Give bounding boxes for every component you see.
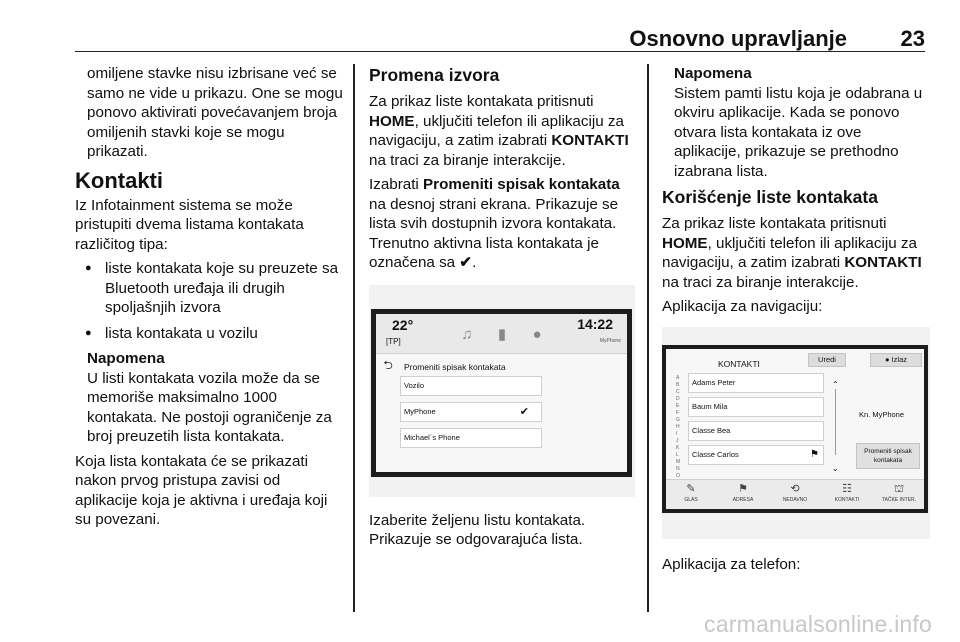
music-icon[interactable]: ♫ <box>461 325 473 343</box>
note-title: Napomena <box>87 350 165 367</box>
infotainment-screen <box>371 309 632 477</box>
voice-icon: ✎ <box>686 482 696 495</box>
text-run: , uključiti telefon ili aplikaciju za navigaciju, a zatim izabrati <box>662 234 917 271</box>
flag-icon: ⚑ <box>810 448 819 460</box>
list-item[interactable]: Vozilo <box>400 376 542 396</box>
text-run: . <box>472 254 477 271</box>
home-keyword: HOME <box>662 234 708 252</box>
clock: 14:22 <box>577 315 613 332</box>
kontakti-paragraph: Iz Infotainment sistema se može pristupiti dvema listama kontakata različitog tipa: <box>75 196 304 253</box>
info-icon[interactable]: ● <box>532 325 542 343</box>
alphabet-index[interactable]: A B C D E F G H I J K L M N O <box>676 374 681 479</box>
page-header <box>75 22 925 52</box>
contact-list-types <box>75 259 345 343</box>
kontakti-paragraph-2: Koja lista kontakata će se prikazati nakon prvog pristupa zavisi od aplikacije koja je aktivna i uređaja koji su povezani. <box>75 452 328 528</box>
page-number: 23 <box>900 26 925 51</box>
nav-label: GLAS <box>684 496 698 503</box>
scroll-up-icon[interactable]: ⌃ <box>832 379 839 389</box>
row-label: MyPhone <box>404 406 436 416</box>
list-item[interactable]: Michael´s Phone <box>400 428 542 448</box>
home-keyword: HOME <box>369 112 415 130</box>
promena-paragraph-2 <box>369 175 635 273</box>
text-run: Za prikaz liste kontakata pritisnuti <box>369 93 594 110</box>
back-icon[interactable]: ⮌ <box>383 357 393 372</box>
column-2 <box>369 64 635 555</box>
screen-title: Promeniti spisak kontakata <box>404 361 506 372</box>
phone-app-label: Aplikacija za telefon: <box>662 555 801 573</box>
nav-address[interactable] <box>718 482 768 504</box>
nav-recent[interactable] <box>770 482 820 504</box>
promena-paragraph-1 <box>369 92 635 170</box>
exit-icon: ● <box>884 354 892 364</box>
screenshot-contacts-navigation <box>662 327 930 539</box>
promeniti-keyword: Promeniti spisak kontakata <box>423 176 620 193</box>
exit-label: Izlaz <box>891 354 908 364</box>
kontakti-keyword: KONTAKTI <box>844 254 922 271</box>
note-text: U listi kontakata vozila može da se memoriše maksimalno 1000 kontakata. Ne postoji ograničenje za broj preuzetih lista kontakata. <box>87 369 332 445</box>
poi-icon: ⛫ <box>893 482 905 495</box>
list-item: ● liste kontakata koje su preuzete sa Bluetooth uređaja ili drugih spoljašnjih izvora <box>75 259 345 318</box>
note-block <box>662 64 930 181</box>
list-item[interactable] <box>400 402 542 422</box>
watermark: carmanualsonline.info <box>704 611 932 637</box>
recent-icon: ⟲ <box>790 482 800 495</box>
intro-paragraph: omiljene stavke nisu izbrisane već se samo ne vide u prikazu. One se mogu ponovo aktivirati povećavanjem broja omiljenih stavki koje se mogu prikazati. <box>87 65 343 160</box>
status-bar <box>376 314 627 354</box>
list-item: ● lista kontakata u vozilu <box>75 324 345 344</box>
text-run: na traci za biranje interakcije. <box>369 151 566 169</box>
note-text: Sistem pamti listu koja je odabrana u okviru aplikacije. Kada se ponovo otvara lista kontakata iz ove aplikacije, prikazuje se prethodno izabrana lista. <box>674 84 923 180</box>
list-item[interactable] <box>688 445 824 465</box>
row-label: Classe Carlos <box>692 449 739 459</box>
nav-label: NEDAVNO <box>782 496 808 503</box>
text-run: , uključiti telefon ili aplikaciju za navigaciju, a zatim izabrati <box>369 112 624 149</box>
column-3 <box>662 64 930 579</box>
exit-button[interactable] <box>870 353 922 367</box>
screenshot-change-source <box>369 285 635 497</box>
text-run: na traci za biranje interakcije. <box>662 273 859 291</box>
text-run: na desnoj strani ekrana. Prikazuje se lista svih dostupnih izvora kontakata. Trenutno aktivna lista kontakata je označena sa <box>369 195 619 271</box>
list-item[interactable]: Adams Peter <box>688 373 824 393</box>
nav-label: ADRESA <box>732 496 754 503</box>
scrollbar[interactable] <box>835 389 836 455</box>
kontakti-keyword: KONTAKTI <box>551 132 629 149</box>
contacts-icon: ☷ <box>842 482 852 495</box>
section-heading-koriscenje: Korišćenje liste kontakata <box>662 187 878 207</box>
navigation-app-label: Aplikacija za navigaciju: <box>662 298 823 315</box>
column-divider <box>647 64 649 612</box>
nav-contacts[interactable] <box>822 482 872 504</box>
contact-source-label: Kn. MyPhone <box>859 409 905 419</box>
temperature: 22° <box>392 316 414 333</box>
nav-voice[interactable] <box>666 482 716 504</box>
list-item[interactable]: Classe Bea <box>688 421 824 441</box>
koriscenje-paragraph <box>662 214 930 292</box>
section-heading-promena-izvora: Promena izvora <box>369 65 500 85</box>
column-divider <box>353 64 355 612</box>
text-run: Za prikaz liste kontakata pritisnuti <box>662 215 887 232</box>
list-item[interactable]: Baum Mila <box>688 397 824 417</box>
interaction-bar <box>666 479 924 509</box>
scroll-down-icon[interactable]: ⌄ <box>832 463 839 473</box>
header-title: Osnovno upravljanje <box>629 26 847 51</box>
section-heading-kontakti: Kontakti <box>75 167 163 193</box>
check-icon: ✔ <box>459 254 473 271</box>
note-title: Napomena <box>674 65 752 82</box>
phone-icon[interactable]: ▮ <box>497 325 507 343</box>
screen-title: KONTAKTI <box>718 358 760 369</box>
phone-status: MyPhone <box>599 337 621 344</box>
nav-label: KONTAKTI <box>834 496 860 503</box>
text-run: Izabrati <box>369 176 424 193</box>
column-1 <box>75 64 345 535</box>
nav-label: TAČKE INTER. <box>881 496 917 503</box>
check-icon: ✔ <box>519 405 529 418</box>
change-list-button[interactable]: Promeniti spisak kontakata <box>856 443 920 469</box>
edit-button[interactable]: Uredi <box>808 353 846 367</box>
flag-icon: ⚑ <box>738 482 748 495</box>
nav-poi[interactable] <box>874 482 924 504</box>
note-block <box>75 349 345 447</box>
tp-indicator: [TP] <box>386 336 401 346</box>
infotainment-screen <box>662 345 928 513</box>
promena-paragraph-3: Izaberite željenu listu kontakata. Prikazuje se odgovarajuća lista. <box>369 511 586 548</box>
